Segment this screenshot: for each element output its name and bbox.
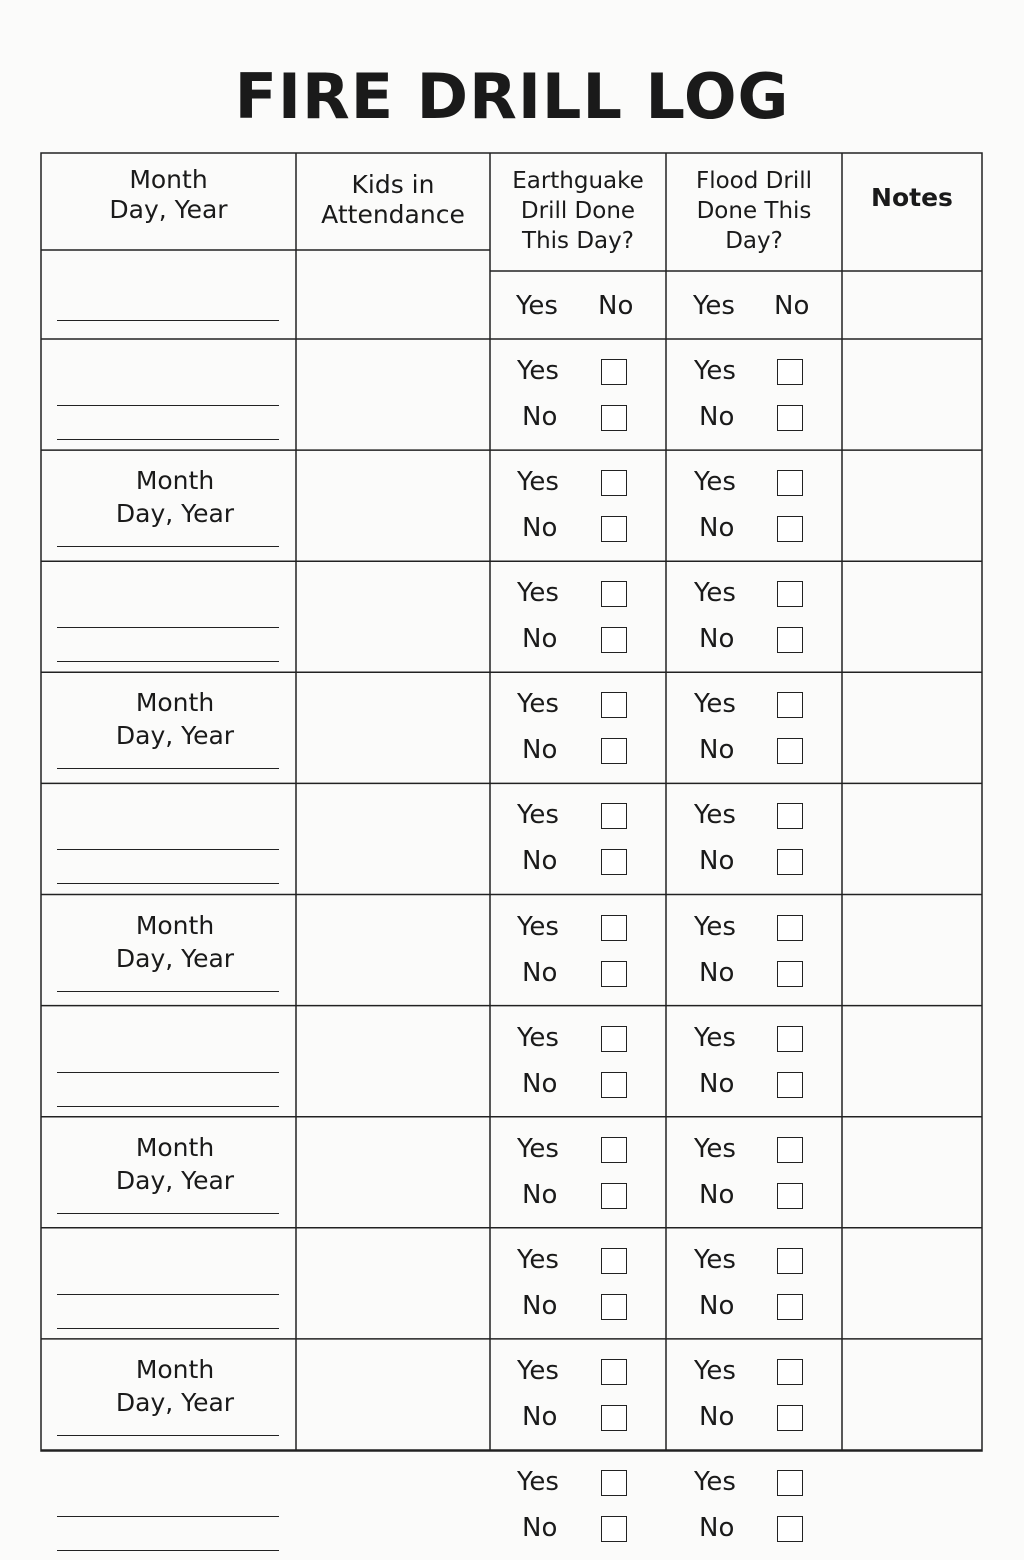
header-yes-label: Yes <box>693 291 735 321</box>
earthquake-no-label: No <box>522 1513 558 1543</box>
date-write-line[interactable] <box>57 627 279 628</box>
page-title: FIRE DRILL LOG <box>234 60 790 133</box>
earthquake-no-label: No <box>522 624 558 655</box>
kids-in-attendance-field[interactable] <box>297 1118 489 1227</box>
earthquake-yes-checkbox[interactable] <box>601 1026 627 1052</box>
earthquake-no-label: No <box>522 1290 558 1321</box>
earthquake-yes-checkbox[interactable] <box>601 581 627 607</box>
flood-no-checkbox[interactable] <box>777 627 803 653</box>
earthquake-yes-label: Yes <box>517 800 559 831</box>
flood-yes-checkbox[interactable] <box>777 1137 803 1163</box>
date-placeholder: Month Day, Year <box>115 688 235 751</box>
header-kids-in-attendance: Kids in Attendance <box>321 170 465 229</box>
header-date: Month Day, Year <box>109 165 228 224</box>
kids-in-attendance-field[interactable] <box>297 1229 489 1338</box>
flood-no-label: No <box>699 402 735 432</box>
earthquake-yes-checkbox[interactable] <box>601 1470 627 1496</box>
notes-field[interactable] <box>843 1007 981 1116</box>
earthquake-no-checkbox[interactable] <box>601 1516 627 1542</box>
flood-yes-label: Yes <box>694 1355 736 1386</box>
flood-no-label: No <box>699 1290 735 1321</box>
flood-yes-checkbox[interactable] <box>777 359 803 385</box>
header-no-label: No <box>598 291 634 321</box>
earthquake-no-label: No <box>522 1179 558 1210</box>
flood-no-label: No <box>699 1401 735 1432</box>
date-placeholder: Month Day, Year <box>115 1132 235 1195</box>
flood-yes-checkbox[interactable] <box>777 803 803 829</box>
date-write-line[interactable] <box>57 405 279 406</box>
date-placeholder: Month Day, Year <box>115 466 235 529</box>
earthquake-no-checkbox[interactable] <box>601 516 627 542</box>
flood-no-checkbox[interactable] <box>777 961 803 987</box>
kids-in-attendance-field[interactable] <box>297 1451 489 1560</box>
flood-yes-label: Yes <box>694 467 736 498</box>
earthquake-yes-checkbox[interactable] <box>601 803 627 829</box>
notes-field[interactable] <box>843 784 981 893</box>
kids-in-attendance-field[interactable] <box>297 896 489 1005</box>
flood-no-checkbox[interactable] <box>777 1405 803 1431</box>
flood-no-label: No <box>699 957 735 988</box>
date-write-line[interactable] <box>57 1106 279 1107</box>
earthquake-no-label: No <box>522 735 558 766</box>
earthquake-no-checkbox[interactable] <box>601 627 627 653</box>
flood-no-checkbox[interactable] <box>777 738 803 764</box>
notes-field[interactable] <box>843 1229 981 1338</box>
earthquake-no-label: No <box>522 1401 558 1432</box>
flood-no-label: No <box>699 624 735 655</box>
earthquake-yes-label: Yes <box>517 1244 559 1275</box>
notes-field[interactable] <box>843 1118 981 1227</box>
date-placeholder: Month Day, Year <box>115 910 235 973</box>
flood-no-checkbox[interactable] <box>777 405 803 431</box>
flood-yes-checkbox[interactable] <box>777 1359 803 1385</box>
flood-yes-checkbox[interactable] <box>777 1470 803 1496</box>
flood-no-label: No <box>699 1513 735 1543</box>
date-placeholder: Month Day, Year <box>115 1354 235 1417</box>
earthquake-no-label: No <box>522 957 558 988</box>
date-write-line[interactable] <box>57 546 279 547</box>
flood-yes-checkbox[interactable] <box>777 915 803 941</box>
flood-no-label: No <box>699 735 735 766</box>
date-write-line[interactable] <box>57 1328 279 1329</box>
flood-no-checkbox[interactable] <box>777 516 803 542</box>
earthquake-yes-label: Yes <box>517 689 559 720</box>
kids-in-attendance-field[interactable] <box>297 784 489 893</box>
header-no-label: No <box>774 291 810 321</box>
earthquake-yes-label: Yes <box>517 467 559 498</box>
date-write-line[interactable] <box>57 439 279 440</box>
earthquake-yes-label: Yes <box>517 1355 559 1386</box>
earthquake-no-label: No <box>522 402 558 432</box>
date-write-line[interactable] <box>57 883 279 884</box>
earthquake-yes-checkbox[interactable] <box>601 692 627 718</box>
flood-no-checkbox[interactable] <box>777 849 803 875</box>
date-write-line[interactable] <box>57 1550 279 1551</box>
flood-no-checkbox[interactable] <box>777 1183 803 1209</box>
flood-no-checkbox[interactable] <box>777 1072 803 1098</box>
earthquake-no-checkbox[interactable] <box>601 1183 627 1209</box>
flood-yes-label: Yes <box>694 911 736 942</box>
notes-field[interactable] <box>843 562 981 671</box>
kids-in-attendance-field[interactable] <box>297 562 489 671</box>
flood-yes-checkbox[interactable] <box>777 1248 803 1274</box>
flood-yes-checkbox[interactable] <box>777 1026 803 1052</box>
flood-yes-checkbox[interactable] <box>777 692 803 718</box>
date-write-line[interactable] <box>57 1213 279 1214</box>
flood-no-checkbox[interactable] <box>777 1294 803 1320</box>
earthquake-no-checkbox[interactable] <box>601 1405 627 1431</box>
flood-yes-label: Yes <box>694 1467 736 1497</box>
flood-no-label: No <box>699 1179 735 1210</box>
notes-field[interactable] <box>843 451 981 560</box>
earthquake-no-checkbox[interactable] <box>601 1072 627 1098</box>
earthquake-yes-label: Yes <box>517 578 559 609</box>
notes-field[interactable] <box>843 1340 981 1449</box>
earthquake-yes-label: Yes <box>517 1133 559 1164</box>
flood-yes-label: Yes <box>694 1133 736 1164</box>
date-write-line[interactable] <box>57 1435 279 1436</box>
earthquake-yes-checkbox[interactable] <box>601 1359 627 1385</box>
earthquake-yes-label: Yes <box>517 1022 559 1053</box>
kids-in-attendance-field[interactable] <box>297 1340 489 1449</box>
date-write-line[interactable] <box>57 849 279 850</box>
earthquake-no-checkbox[interactable] <box>601 738 627 764</box>
flood-yes-checkbox[interactable] <box>777 581 803 607</box>
flood-no-label: No <box>699 1068 735 1099</box>
header-flood-drill: Flood Drill Done This Day? <box>695 168 812 254</box>
earthquake-yes-checkbox[interactable] <box>601 1248 627 1274</box>
earthquake-no-checkbox[interactable] <box>601 405 627 431</box>
flood-yes-label: Yes <box>694 1244 736 1275</box>
date-write-line <box>57 320 279 321</box>
flood-no-label: No <box>699 846 735 877</box>
earthquake-no-checkbox[interactable] <box>601 849 627 875</box>
flood-yes-label: Yes <box>694 578 736 609</box>
notes-field[interactable] <box>843 896 981 1005</box>
date-write-line[interactable] <box>57 991 279 992</box>
header-earthquake-drill: Earthguake Drill Done This Day? <box>512 168 644 254</box>
kids-in-attendance-field[interactable] <box>297 673 489 782</box>
flood-no-checkbox[interactable] <box>777 1516 803 1542</box>
notes-field[interactable] <box>843 1451 981 1560</box>
earthquake-no-checkbox[interactable] <box>601 961 627 987</box>
date-write-line[interactable] <box>57 768 279 769</box>
flood-yes-label: Yes <box>694 689 736 720</box>
earthquake-yes-label: Yes <box>517 911 559 942</box>
header-yes-label: Yes <box>516 291 558 321</box>
flood-yes-label: Yes <box>694 1022 736 1053</box>
earthquake-yes-checkbox[interactable] <box>601 1137 627 1163</box>
date-write-line[interactable] <box>57 1294 279 1295</box>
kids-in-attendance-field[interactable] <box>297 1007 489 1116</box>
earthquake-no-checkbox[interactable] <box>601 1294 627 1320</box>
notes-field[interactable] <box>843 340 981 449</box>
flood-yes-checkbox[interactable] <box>777 470 803 496</box>
date-write-line[interactable] <box>57 1516 279 1517</box>
earthquake-yes-label: Yes <box>517 1467 559 1497</box>
earthquake-no-label: No <box>522 846 558 877</box>
notes-field[interactable] <box>843 673 981 782</box>
earthquake-yes-checkbox[interactable] <box>601 470 627 496</box>
earthquake-yes-checkbox[interactable] <box>601 915 627 941</box>
flood-no-label: No <box>699 513 735 544</box>
kids-in-attendance-field[interactable] <box>297 340 489 449</box>
earthquake-yes-checkbox[interactable] <box>601 359 627 385</box>
earthquake-no-label: No <box>522 1068 558 1099</box>
date-write-line[interactable] <box>57 1072 279 1073</box>
kids-in-attendance-field[interactable] <box>297 451 489 560</box>
earthquake-no-label: No <box>522 513 558 544</box>
header-notes: Notes <box>871 183 953 212</box>
earthquake-yes-label: Yes <box>517 356 559 386</box>
flood-yes-label: Yes <box>694 800 736 831</box>
flood-yes-label: Yes <box>694 356 736 386</box>
date-write-line[interactable] <box>57 661 279 662</box>
